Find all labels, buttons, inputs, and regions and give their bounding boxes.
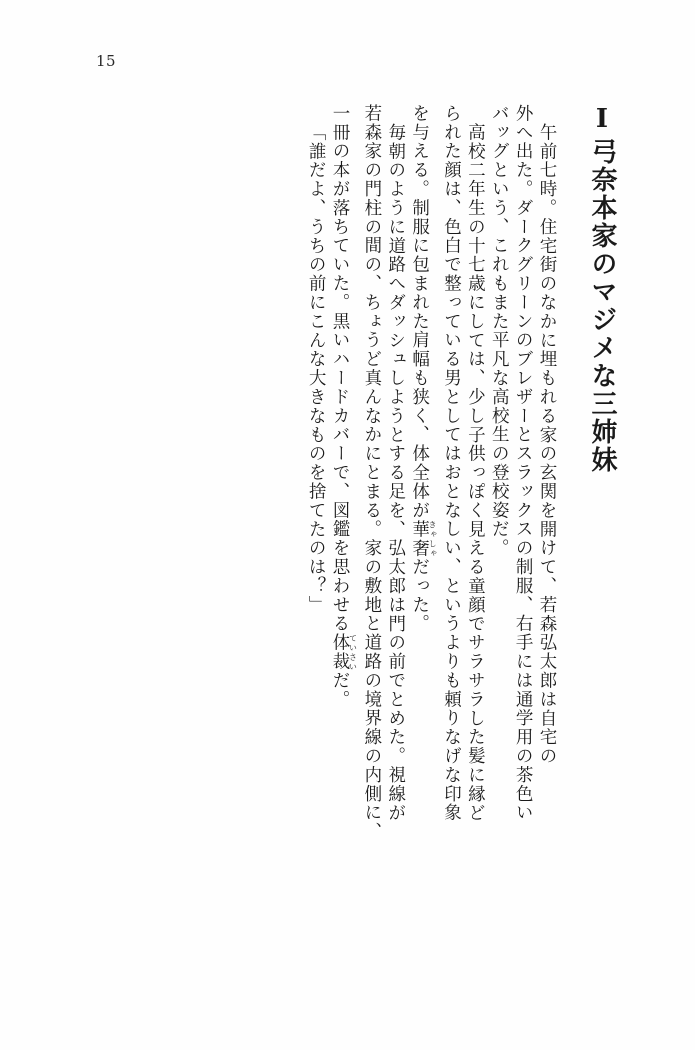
text-column: 高校二年生の十七歳にしては、少し子供っぽく見える童顔でサラサラした髪に縁ど — [465, 123, 486, 823]
text-column-part: を与える。制服に包まれた肩幅も狭く、体全体が華奢きゃしゃだった。 — [409, 104, 438, 634]
chapter-number: I — [587, 104, 617, 138]
page-number: 15 — [96, 52, 117, 70]
text-column: 若森家の門柱の間の、ちょうど真んなかにとまる。家の敷地と道路の境界線の内側に、 — [361, 104, 382, 842]
text-column: バッグという、これもまた平凡な高校生の登校姿だ。 — [489, 104, 510, 558]
ruby-reading: ていさい — [348, 633, 358, 671]
text-column-dialogue: 「誰だよ、うちの前にこんな大きなものを捨てたのは？」 — [306, 123, 327, 615]
chapter-heading — [582, 104, 621, 534]
ruby-annotation: 体裁ていさい — [330, 633, 358, 672]
ruby-reading: きゃしゃ — [428, 519, 438, 558]
text-column: 外へ出た。ダークグリーンのブレザーとスラックスの制服、右手には通学用の茶色い — [513, 104, 534, 823]
text-column: られた顔は、色白で整っている男としてはおとなしい、というよりも頼りなげな印象 — [441, 104, 462, 823]
vertical-text-block — [58, 104, 625, 1004]
text-column: 毎朝のように道路へダッシュしようとする足を、弘太郎は門の前でとめた。視線が — [385, 123, 406, 823]
text-column: 午前七時。住宅街のなかに埋もれる家の玄関を開けて、若森弘太郎は自宅の — [537, 123, 557, 766]
chapter-title-text: 弓奈本家のマジメな三姉妹 — [587, 138, 617, 474]
text-column-with-ruby — [331, 104, 357, 922]
text-column-part: 一冊の本が落ちていた。黒いハードカバーで、図鑑を思わせる体裁ていさいだ。 — [330, 104, 358, 709]
ruby-annotation: 華奢きゃしゃ — [409, 519, 438, 558]
text-column-with-ruby — [410, 104, 436, 922]
